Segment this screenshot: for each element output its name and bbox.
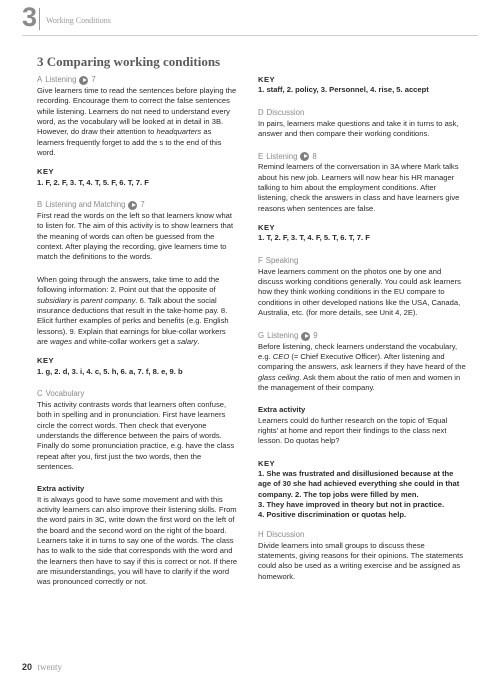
section-heading-title: Vocabulary <box>45 389 85 399</box>
header-rule <box>22 35 478 36</box>
key-label: KEY <box>258 458 276 468</box>
key-label: KEY <box>258 75 276 84</box>
extra-activity-title: Extra activity <box>258 405 306 415</box>
page-footer <box>22 662 62 672</box>
section-c-text: This activity contrasts words that learners often confuse, both in spelling and in pronunciation. First have learners circle the correct words. Then check that everyone understands the difference between the pairs of words. Finally do some pronunciation practice, e.g. have the class repeat after you, first just the two words, then the sentences. <box>37 399 235 471</box>
page-number: 20 <box>22 662 33 672</box>
audio-play-icon <box>301 332 310 341</box>
section-title: 3 Comparing working conditions <box>37 54 221 69</box>
answer-key-g: 1. She was frustrated and disillusioned because at the age of 30 she had achieved everything she could in that company. 2. The top jobs were filled by men. 3. They have improved in theory but not in practice. 4. Positive discrimination or quotas help. <box>258 468 460 520</box>
header-divider <box>39 8 40 30</box>
section-a-heading <box>37 75 238 86</box>
section-heading-title: Discussion <box>266 529 305 539</box>
answer-key-a: 1. F, 2. F, 3. T, 4. T, 5. F, 6. T, 7. F <box>37 177 149 187</box>
section-heading-title: Listening <box>266 151 298 161</box>
section-e-text: Remind learners of the conversation in 3A where Mark talks about his new job. Learners will now hear his HR manager talking to him about the employment conditions. After listening, check the answers in class and have learners give reasons when sentences are false. <box>258 162 460 213</box>
track-number: 7 <box>140 200 145 210</box>
track-number: 8 <box>312 151 317 161</box>
section-letter: E <box>258 151 264 161</box>
audio-play-icon <box>79 76 88 85</box>
key-label: KEY <box>37 167 55 177</box>
section-g-heading <box>258 331 466 342</box>
section-h-heading <box>258 530 466 541</box>
section-heading-title: Listening and Matching <box>45 200 126 210</box>
right-column <box>258 75 466 582</box>
key-label: KEY <box>37 356 55 366</box>
extra-activity-text: Learners could do further research on the topic of 'Equal rights' at home and report their findings to the class next lesson. Do quotas help? <box>258 415 448 446</box>
section-letter: F <box>258 256 263 266</box>
unit-number: 3 <box>22 2 38 32</box>
section-letter: H <box>258 529 264 539</box>
section-a-text: Give learners time to read the sentences before playing the recording. Encourage them to correct the false sentences while listening. Learners do not need to understand every word, as the vocabulary will be looked at in detail in 3B. However, do draw their attention to headquarters as learners frequently forget to add the s to the end of this word. <box>37 86 237 158</box>
section-d-heading <box>258 108 466 119</box>
section-f-text: Have learners comment on the photos one by one and discuss working conditions generally. You could ask learners how they think working conditions in the EU compare to conditions in other developed nations like the USA, Canada, Australia, etc. (for more details, see Unit 4, 2E). <box>258 266 461 318</box>
section-b-text-2: When going through the answers, take time to add the following information: 2. Point out that the opposite of subsidiary is parent company. 6. Talk about the social insurance deductions that result in the take-home pay. 8. Elicit further examples of perks and benefits (e.g. English lessons). 9. Explain that earnings for blue-collar workers are wages and white-collar workers get a salary. <box>37 274 229 346</box>
section-c-heading <box>37 389 238 400</box>
section-d-text: In pairs, learners make questions and take it in turns to ask, answer and then compare their working conditions. <box>258 118 459 139</box>
key-label: KEY <box>258 223 276 233</box>
track-number: 9 <box>313 330 318 340</box>
section-f-heading <box>258 256 466 267</box>
section-h-text: Divide learners into small groups to discuss these statements, giving reasons for their opinions. The statements could also be used as a writing exercise and be assigned as homework. <box>258 540 463 581</box>
answer-key-c: 1. staff, 2. policy, 3. Personnel, 4. rise, 5. accept <box>258 85 429 95</box>
audio-play-icon <box>128 201 137 210</box>
section-letter: G <box>258 330 265 340</box>
section-letter: B <box>37 200 43 210</box>
section-letter: A <box>37 75 43 85</box>
left-column <box>37 75 238 588</box>
extra-activity-text: It is always good to have some movement and with this activity learners can also improve their listening skills. From the word pairs in 3C, write down the first word on the left of the board and the second word on the right of the board. Learners take it in turns to say one of the words. The class has to walk to the side that corresponds with the word and the learners then have to say if this is correct or not. If there are misunderstandings, you will have to clarify if the word was pronounced correctly or not. <box>37 494 238 587</box>
section-b-text: First read the words on the left so that learners know what to listen for. The aim of this activity is to show learners that the meaning of words can often be guessed from the context. After playing the recording, give learners time to match the definitions to the words. <box>37 211 234 262</box>
track-number: 7 <box>91 75 96 85</box>
section-b-heading <box>37 200 238 211</box>
section-g-text: Before listening, check learners understand the vocabulary, e.g. CEO (= Chief Executive Officer). After listening and comparing the answers, ask learners if they have heard of the glass ceiling. Ask them about the ratio of men and women in the management of their company. <box>258 341 466 392</box>
answer-key-b: 1. g, 2. d, 3. i, 4. c, 5. h, 6. a, 7. f, 8. e, 9. b <box>37 366 183 376</box>
section-letter: D <box>258 108 264 118</box>
section-heading-title: Discussion <box>266 108 305 118</box>
extra-activity-title: Extra activity <box>37 484 85 494</box>
audio-play-icon <box>300 152 309 161</box>
section-heading-title: Listening <box>267 330 299 340</box>
page-number-word: twenty <box>37 662 63 672</box>
unit-title: Working Conditions <box>46 16 111 25</box>
section-e-heading <box>258 151 466 162</box>
section-heading-title: Listening <box>45 75 77 85</box>
answer-key-e: 1. T, 2. F, 3. T, 4. F, 5. T, 6. T, 7. F <box>258 233 370 243</box>
section-heading-title: Speaking <box>265 256 299 266</box>
section-letter: C <box>37 389 43 399</box>
